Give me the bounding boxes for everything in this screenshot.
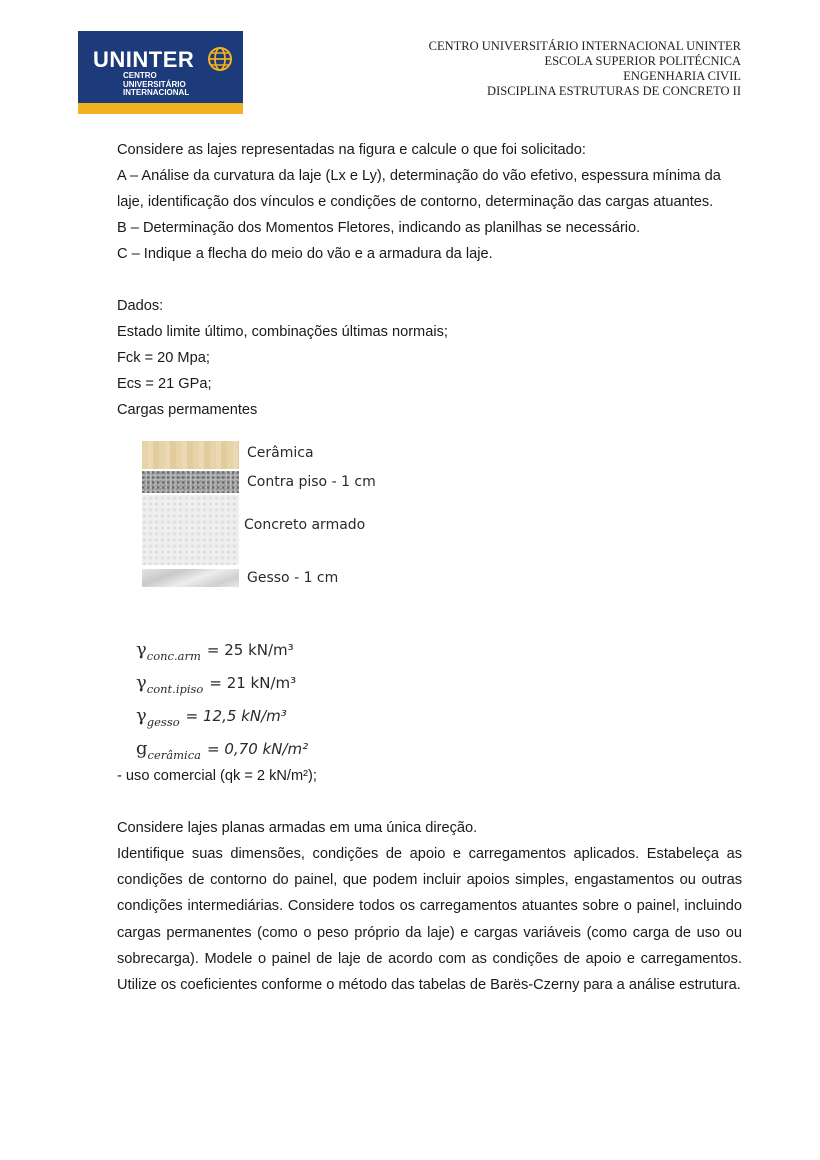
- gesso-label: Gesso - 1 cm: [247, 570, 339, 586]
- dados-title: Dados:: [117, 298, 164, 314]
- unit-weights: [117, 633, 742, 763]
- intro-line: C – Indique a flecha do meio do vão e a armadura da laje.: [117, 246, 493, 262]
- ceramica-label: Cerâmica: [247, 445, 314, 461]
- concreto-layer: [142, 495, 239, 565]
- intro-line: A – Análise da curvatura da laje (Lx e Ly), determinação do vão efetivo, espessura mínima da: [117, 168, 721, 184]
- header-line: ENGENHARIA CIVIL: [623, 69, 741, 83]
- formula-line: $\gamma_{gesso} = 12,5$ kN/m³: [136, 705, 287, 729]
- logo-wordmark: UNINTER: [93, 47, 195, 72]
- contrapiso-label: Contra piso - 1 cm: [247, 474, 376, 490]
- intro-line: laje, identificação dos vínculos e condições de contorno, determinação das cargas atuantes.: [117, 194, 714, 210]
- logo-stripe: [78, 103, 243, 114]
- formula-line: $\gamma_{conc.arm} = 25$ kN/m³: [136, 639, 294, 663]
- globe-icon: [206, 45, 234, 73]
- uninter-logo: [78, 31, 243, 114]
- slab-layers-diagram: [117, 441, 742, 633]
- dados-line: Cargas permamentes: [117, 402, 258, 418]
- contrapiso-layer: [142, 471, 239, 493]
- final-paragraph: Identifique suas dimensões, condições de apoio e carregamentos aplicados. Estabeleça as condições de contorno do painel, que podem incluir apoios simples, engastamentos ou outras condições intermediárias. Considere todos os carregamentos atuantes sobre o painel, incluindo cargas permanentes (como o peso próprio da laje) e cargas variáveis (como carga de uso ou sobrecarga). Modele o painel de laje de acordo com as condições de apoio e carregamentos. Utilize os coeficientes conforme o método das tabelas de Barës-Czerny para a análise estrutura.: [117, 846, 742, 994]
- document-header: [429, 39, 741, 99]
- header-line: ESCOLA SUPERIOR POLITÉCNICA: [544, 54, 741, 68]
- dados-line: Estado limite último, combinações últimas normais;: [117, 324, 448, 340]
- logo-subtitle: CENTRO UNIVERSITÁRIO INTERNACIONAL: [123, 71, 190, 97]
- ceramica-layer: [142, 441, 239, 469]
- final-line: Considere lajes planas armadas em uma única direção.: [117, 820, 478, 836]
- intro-line: Considere as lajes representadas na figura e calcule o que foi solicitado:: [117, 142, 586, 158]
- document-body: [117, 137, 742, 998]
- dados-line: Fck = 20 Mpa;: [117, 350, 210, 366]
- formula-line: $g_{cerâmica} = 0,70$ kN/m²: [136, 738, 309, 762]
- uso-line: - uso comercial (qk = 2 kN/m²);: [117, 768, 317, 784]
- formula-line: $\gamma_{cont.ipiso} = 21$ kN/m³: [136, 672, 297, 696]
- gesso-layer: [142, 569, 239, 587]
- header-line: CENTRO UNIVERSITÁRIO INTERNACIONAL UNINTER: [428, 39, 741, 53]
- intro-line: B – Determinação dos Momentos Fletores, indicando as planilhas se necessário.: [117, 220, 641, 236]
- header-line: DISCIPLINA ESTRUTURAS DE CONCRETO II: [487, 84, 741, 98]
- concreto-label: Concreto armado: [244, 517, 366, 533]
- dados-line: Ecs = 21 GPa;: [117, 376, 212, 392]
